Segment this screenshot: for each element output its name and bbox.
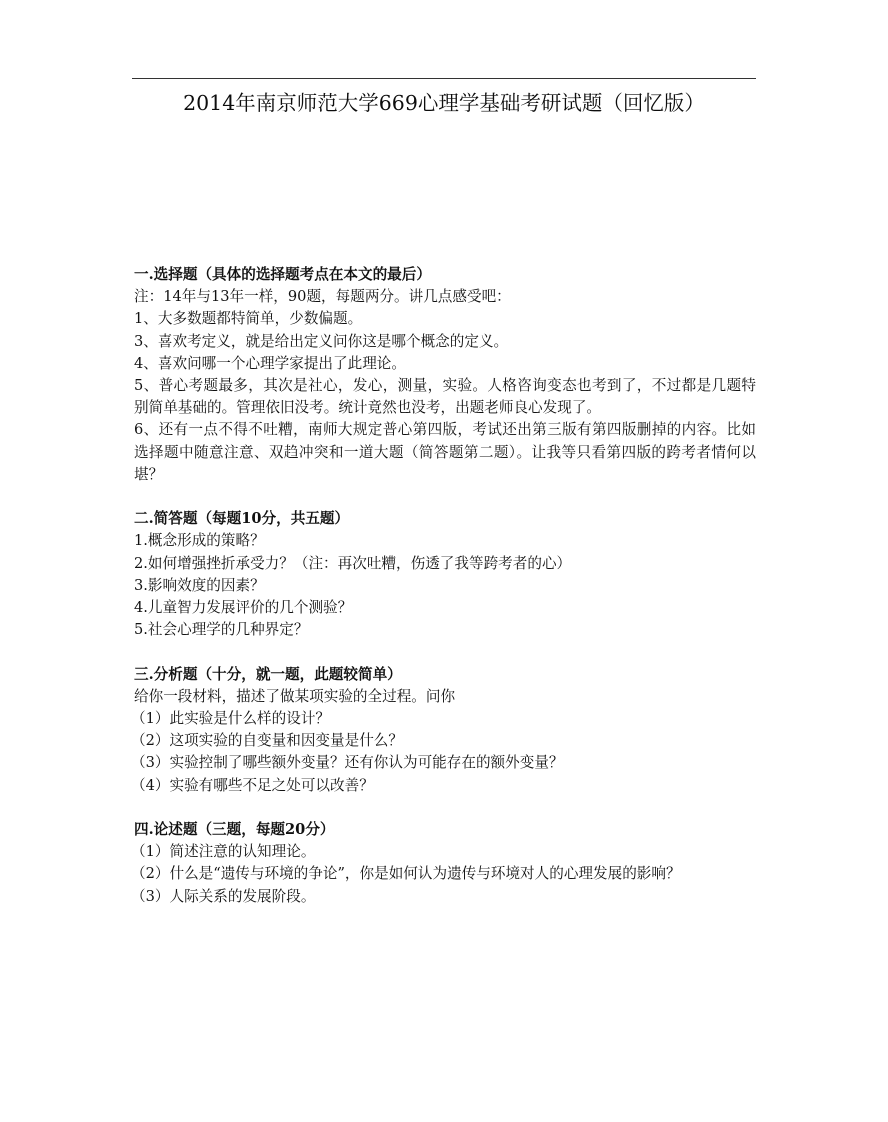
section-multiple-choice	[134, 264, 756, 486]
section-heading: 二.简答题（每题10分，共五题）	[134, 510, 350, 528]
question-item: （2）什么是“遗传与环境的争论”，你是如何认为遗传与环境对人的心理发展的影响？	[131, 865, 681, 883]
question-item: 4.儿童智力发展评价的几个测验？	[134, 599, 353, 617]
question-item: 3.影响效度的因素？	[134, 576, 265, 594]
paragraph-line: 注：14年与13年一样，90题，每题两分。讲几点感受吧：	[134, 288, 511, 306]
question-item: （2）这项实验的自变量和因变量是什么？	[131, 732, 403, 750]
paragraph-line: 5、普心考题最多，其次是社心，发心，测量，实验。人格咨询变态也考到了，不过都是几题特别简单基础的。管理依旧没考。统计竟然也没考，出题老师良心发现了。	[134, 377, 756, 417]
header-rule	[132, 78, 756, 79]
question-item: 1.概念形成的策略？	[134, 532, 265, 550]
question-item: 5.社会心理学的几种界定？	[134, 621, 309, 639]
paragraph-line: 1、大多数题都特简单，少数偏题。	[134, 310, 363, 328]
section-essay	[131, 819, 756, 908]
question-item: （1）此实验是什么样的设计？	[131, 710, 331, 728]
paragraph-line: 4、喜欢问哪一个心理学家提出了此理论。	[134, 354, 406, 372]
question-item: （3）实验控制了哪些额外变量？还有你认为可能存在的额外变量？	[131, 754, 564, 772]
paragraph-line: 6、还有一点不得不吐糟，南师大规定普心第四版，考试还出第三版有第四版删掉的内容。比如选择题中随意注意、双趋冲突和一道大题（简答题第二题）。让我等只看第四版的跨考者情何以堪？	[134, 421, 756, 483]
section-short-answer	[134, 508, 756, 641]
question-item: （4）实验有哪些不足之处可以改善？	[131, 776, 374, 794]
section-analysis	[131, 664, 756, 797]
paragraph-line: 给你一段材料，描述了做某项实验的全过程。问你	[134, 687, 456, 705]
document-title: 2014年南京师范大学669心理学基础考研试题（回忆版）	[183, 91, 705, 115]
section-heading: 一.选择题（具体的选择题考点在本文的最后）	[134, 266, 431, 283]
question-item: 2.如何增强挫折承受力？（注：再次吐糟，伤透了我等跨考者的心）	[134, 554, 572, 572]
question-item: （1）简述注意的认知理论。	[131, 843, 316, 861]
document-body	[131, 264, 756, 908]
section-heading: 三.分析题（十分，就一题，此题较简单）	[134, 665, 402, 683]
paragraph-line: 3、喜欢考定义，就是给出定义问你这是哪个概念的定义。	[134, 332, 509, 350]
section-heading: 四.论述题（三题，每题20分）	[134, 821, 335, 839]
question-item: （3）人际关系的发展阶段。	[131, 887, 316, 905]
